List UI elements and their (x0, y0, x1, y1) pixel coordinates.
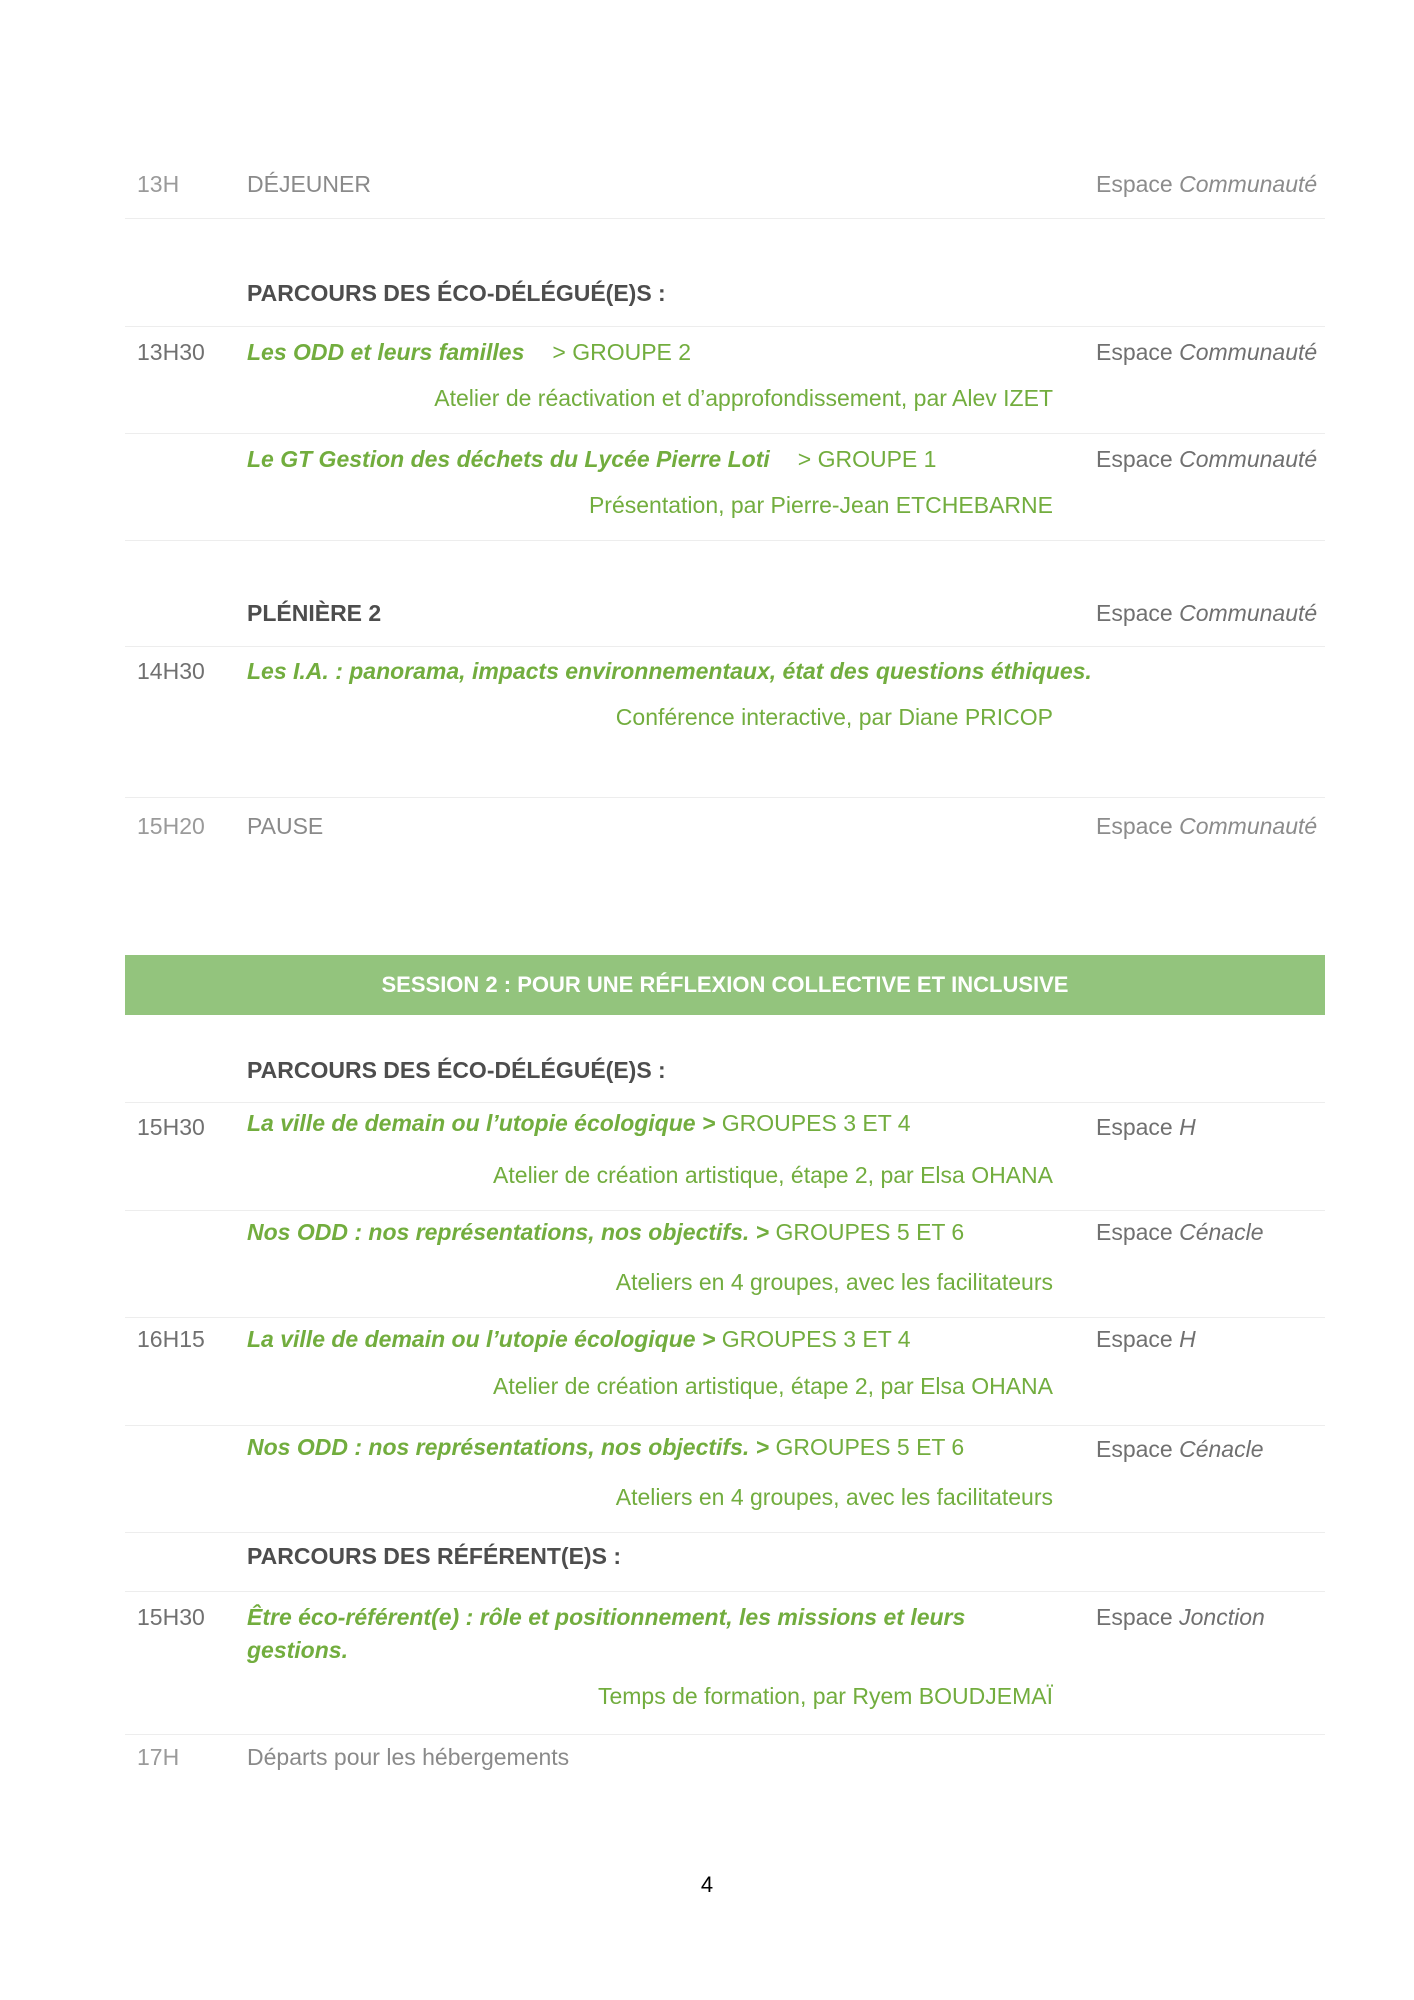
session-description: Ateliers en 4 groupes, avec les facilitateurs (615, 1269, 1053, 1295)
session-title: Nos ODD : nos représentations, nos objectifs. > GROUPES 5 ET 6 (247, 1434, 965, 1460)
activity-label: PAUSE (247, 813, 324, 839)
section-heading-row (125, 268, 1325, 327)
schedule-page (125, 0, 1325, 2000)
session-title: Les I.A. : panorama, impacts environnementaux, état des questions éthiques. (247, 658, 1092, 684)
session-title: Les ODD et leurs familles > GROUPE 2 (247, 339, 692, 365)
session-description: Présentation, par Pierre-Jean ETCHEBARNE (588, 492, 1053, 518)
location: Espace Communauté (1096, 171, 1318, 197)
schedule-row-ville (125, 1318, 1325, 1426)
schedule-row-ville (125, 1103, 1325, 1211)
session-description: Conférence interactive, par Diane PRICOP (615, 704, 1053, 730)
time: 13H (137, 171, 180, 197)
session-title: Le GT Gestion des déchets du Lycée Pierre Loti > GROUPE 1 (247, 446, 937, 472)
location: Espace Cénacle (1096, 1219, 1264, 1245)
schedule-row-gt-dechets (125, 434, 1325, 541)
time: 16H15 (137, 1326, 205, 1352)
session-title: La ville de demain ou l’utopie écologique > GROUPES 3 ET 4 (247, 1110, 911, 1136)
location: Espace Jonction (1096, 1604, 1265, 1630)
schedule-row-departs (125, 1735, 1325, 1785)
location: Espace H (1096, 1326, 1196, 1352)
section-heading-row (125, 1046, 1325, 1103)
schedule-row-eco-referent (125, 1592, 1325, 1735)
section-heading: PARCOURS DES RÉFÉRENT(E)S : (247, 1543, 621, 1569)
time: 14H30 (137, 658, 205, 684)
schedule-row-pause (125, 798, 1325, 858)
activity-label: Départs pour les hébergements (247, 1744, 570, 1770)
location: Espace Communauté (1096, 813, 1318, 839)
schedule-row-odd-representations (125, 1426, 1325, 1533)
time: 13H30 (137, 339, 205, 365)
schedule-row-ia (125, 647, 1325, 798)
section-heading: PARCOURS DES ÉCO-DÉLÉGUÉ(E)S : (247, 280, 666, 306)
section-heading: PARCOURS DES ÉCO-DÉLÉGUÉ(E)S : (247, 1057, 666, 1083)
page-number: 4 (700, 1872, 714, 1897)
session-description: Atelier de réactivation et d’approfondissement, par Alev IZET (434, 385, 1053, 411)
location: Espace Cénacle (1096, 1436, 1264, 1462)
schedule-row-lunch (125, 160, 1325, 219)
session-description: Temps de formation, par Ryem BOUDJEMAÏ (597, 1683, 1053, 1709)
time: 15H30 (137, 1114, 205, 1140)
session-description: Ateliers en 4 groupes, avec les facilitateurs (615, 1484, 1053, 1510)
location: Espace Communauté (1096, 446, 1318, 472)
location: Espace Communauté (1096, 600, 1318, 626)
session-banner: SESSION 2 : POUR UNE RÉFLEXION COLLECTIVE ET INCLUSIVE (125, 955, 1325, 1015)
session-title: Être éco-référent(e) : rôle et positionnement, les missions et leurs (247, 1604, 966, 1630)
location: Espace Communauté (1096, 339, 1318, 365)
time: 17H (137, 1744, 180, 1770)
time: 15H30 (137, 1604, 205, 1630)
schedule-row-odd-familles (125, 327, 1325, 434)
section-heading-row (125, 1533, 1325, 1592)
session-title: La ville de demain ou l’utopie écologique > GROUPES 3 ET 4 (247, 1326, 911, 1352)
time: 15H20 (137, 813, 205, 839)
session-title-continued: gestions. (247, 1637, 348, 1663)
location: Espace H (1096, 1114, 1196, 1140)
session-description: Atelier de création artistique, étape 2, par Elsa OHANA (493, 1373, 1053, 1399)
section-heading: PLÉNIÈRE 2 (247, 600, 382, 626)
activity-label: DÉJEUNER (247, 171, 371, 197)
session-title: Nos ODD : nos représentations, nos objectifs. > GROUPES 5 ET 6 (247, 1219, 965, 1245)
schedule-row-odd-representations (125, 1211, 1325, 1318)
section-heading-row (125, 590, 1325, 647)
session-description: Atelier de création artistique, étape 2, par Elsa OHANA (493, 1162, 1053, 1188)
